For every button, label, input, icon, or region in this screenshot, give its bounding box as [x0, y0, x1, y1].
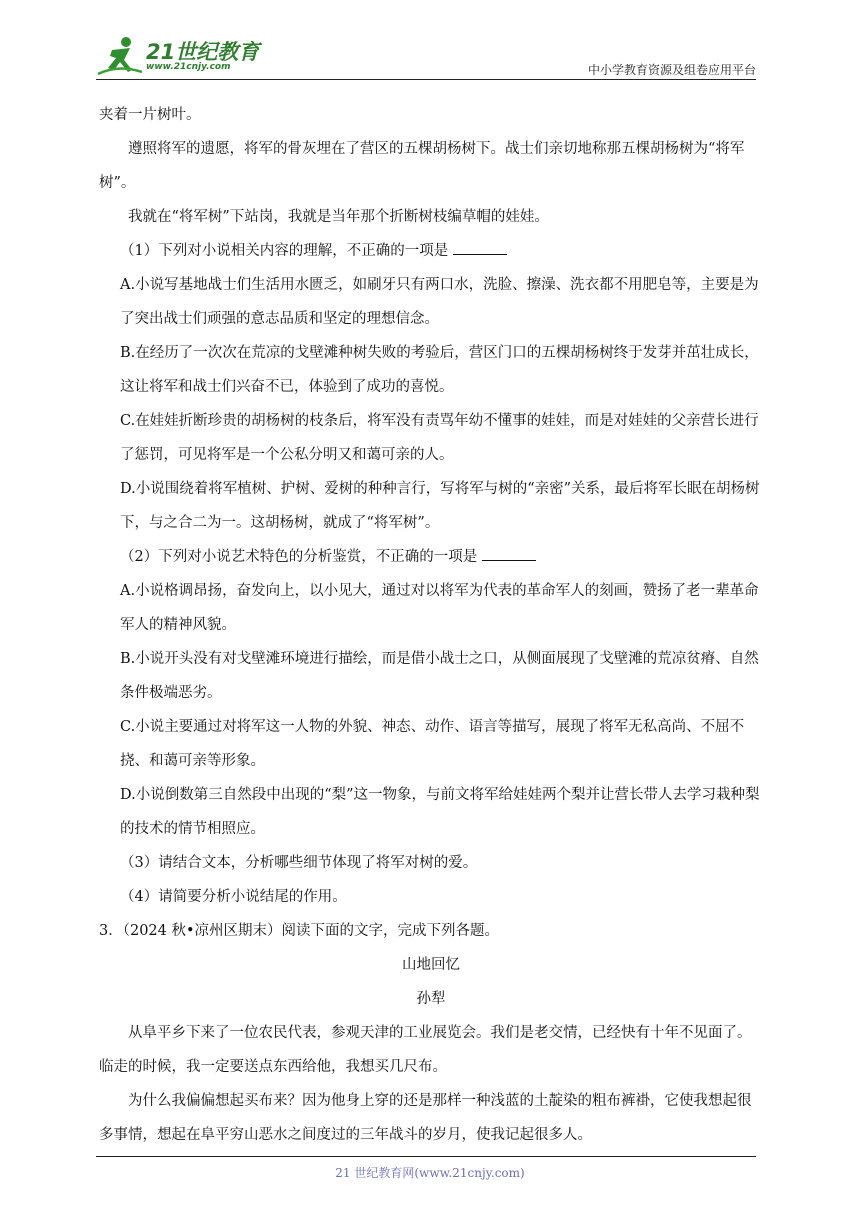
logo-text: 21世纪教育 — [146, 40, 260, 64]
footer-divider — [96, 1156, 756, 1157]
runner-logo-icon — [96, 34, 144, 78]
question-stem: （1）下列对小说相关内容的理解，不正确的一项是 — [120, 243, 449, 259]
paragraph: 我就在“将军树”下站岗，我就是当年那个折断树枝编草帽的娃娃。 — [128, 209, 549, 225]
article-author: 孙犁 — [416, 991, 446, 1007]
option-b: B.小说开头没有对戈壁滩环境进行描绘，而是借小战士之口，从侧面展现了戈壁滩的荒凉贫瘠、自然条件极端恶劣。 — [120, 651, 759, 701]
item-3-intro: 3．（2024 秋•凉州区期末）阅读下面的文字，完成下列各题。 — [99, 923, 500, 939]
answer-blank — [482, 546, 536, 561]
option-d: D.小说倒数第三自然段中出现的“梨”这一物象，与前文将军给娃娃两个梨并让营长带人去学习栽种梨的技术的情节相照应。 — [120, 787, 760, 837]
document-body — [99, 98, 763, 1152]
paragraph: 遵照将军的遗愿，将军的骨灰埋在了营区的五棵胡杨树下。战士们亲切地称那五棵胡杨树为“将军树”。 — [99, 141, 745, 191]
option-c: C.小说主要通过对将军这一人物的外貌、神态、动作、语言等描写，展现了将军无私高尚、不屈不挠、和蔼可亲等形象。 — [120, 719, 745, 769]
option-a: A.小说格调昂扬，奋发向上，以小见大，通过对以将军为代表的革命军人的刻画，赞扬了老一辈革命军人的精神风貌。 — [120, 583, 759, 633]
paragraph: 夹着一片树叶。 — [99, 107, 201, 123]
question-stem: （2）下列对小说艺术特色的分析鉴赏，不正确的一项是 — [120, 549, 478, 565]
paragraph: 从阜平乡下来了一位农民代表，参观天津的工业展览会。我们是老交情，已经快有十年不见面了。临走的时候，我一定要送点东西给他，我想买几尺布。 — [99, 1025, 752, 1075]
option-b: B.在经历了一次次在荒凉的戈壁滩种树失败的考验后，营区门口的五棵胡杨树终于发芽并茁壮成长，这让将军和战士们兴奋不已，体验到了成功的喜悦。 — [120, 345, 759, 395]
question-2 — [99, 540, 763, 574]
paragraph: 为什么我偏偏想起买布来？因为他身上穿的还是那样一种浅蓝的土靛染的粗布裤褂，它使我想起很多事情，想起在阜平穷山恶水之间度过的三年战斗的岁月，使我记起很多人。 — [99, 1093, 752, 1143]
platform-name: 中小学教育资源及组卷应用平台 — [587, 63, 756, 77]
article-title: 山地回忆 — [402, 957, 460, 973]
header-divider — [96, 79, 756, 80]
site-logo — [96, 34, 266, 78]
option-a: A.小说写基地战士们生活用水匮乏，如刷牙只有两口水，洗脸、擦澡、洗衣都不用肥皂等，主要是为了突出战士们顽强的意志品质和坚定的理想信念。 — [120, 277, 759, 327]
logo-url: www.21cnjy.com — [146, 62, 231, 72]
option-d: D.小说围绕着将军植树、护树、爱树的种种言行，写将军与树的“亲密”关系，最后将军长眠在胡杨树下，与之合二为一。这胡杨树，就成了“将军树”。 — [120, 481, 760, 531]
question-4: （4）请简要分析小说结尾的作用。 — [120, 889, 347, 905]
option-c: C.在娃娃折断珍贵的胡杨树的枝条后，将军没有责骂年幼不懂事的娃娃，而是对娃娃的父亲营长进行了惩罚，可见将军是一个公私分明又和蔼可亲的人。 — [120, 413, 759, 463]
page-footer: 21 世纪教育网(www.21cnjy.com) — [335, 1166, 525, 1180]
answer-blank — [453, 240, 507, 255]
page-header — [96, 30, 756, 80]
question-3: （3）请结合文本，分析哪些细节体现了将军对树的爱。 — [120, 855, 478, 871]
question-1 — [99, 234, 763, 268]
